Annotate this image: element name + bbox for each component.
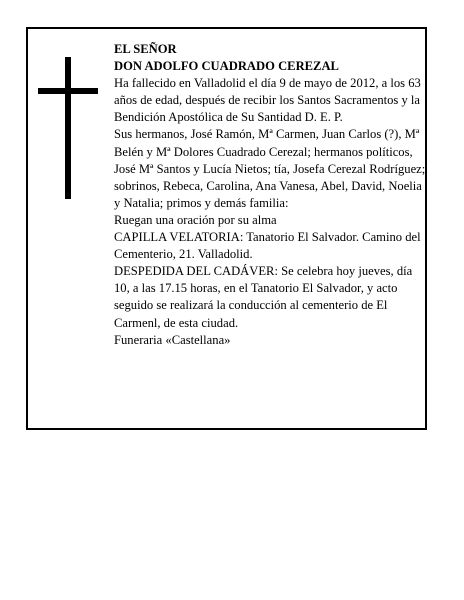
prayer-request: Ruegan una oración por su alma xyxy=(114,212,277,227)
notice-title-line-1: EL SEÑOR xyxy=(114,42,177,56)
cross-horizontal-bar xyxy=(38,88,98,94)
cross-vertical-bar xyxy=(65,57,71,199)
notice-text xyxy=(114,41,426,349)
cross-icon xyxy=(38,57,98,199)
farewell-info: DESPEDIDA DEL CADÁVER: Se celebra hoy jueves, día 10, a las 17.15 horas, en el Tanatorio El Salvador, y acto seguido se realizará la conducción al cementerio de El Carmenl, de esta ciudad. xyxy=(114,264,413,330)
family-list: Sus hermanos, José Ramón, Mª Carmen, Juan Carlos (?), Mª Belén y Mª Dolores Cuadrado Cerezal; hermanos políticos, José Mª Santos y Lucía Nietos; tía, Josefa Cerezal Rodríguez; sobrinos, Rebeca, Carolina, Ana Vanesa, Abel, David, Noelia y Natalia; primos y demás familia: xyxy=(114,127,426,210)
death-announcement: Ha fallecido en Valladolid el día 9 de mayo de 2012, a los 63 años de edad, después de recibir los Santos Sacramentos y la Bendición Apostólica de Su Santidad D. E. P. xyxy=(114,76,421,125)
funeral-home: Funeraria «Castellana» xyxy=(114,332,231,347)
obituary-notice xyxy=(26,27,427,430)
deceased-name: DON ADOLFO CUADRADO CEREZAL xyxy=(114,59,339,74)
chapel-info: CAPILLA VELATORIA: Tanatorio El Salvador. Camino del Cementerio, 21. Valladolid. xyxy=(114,230,421,262)
